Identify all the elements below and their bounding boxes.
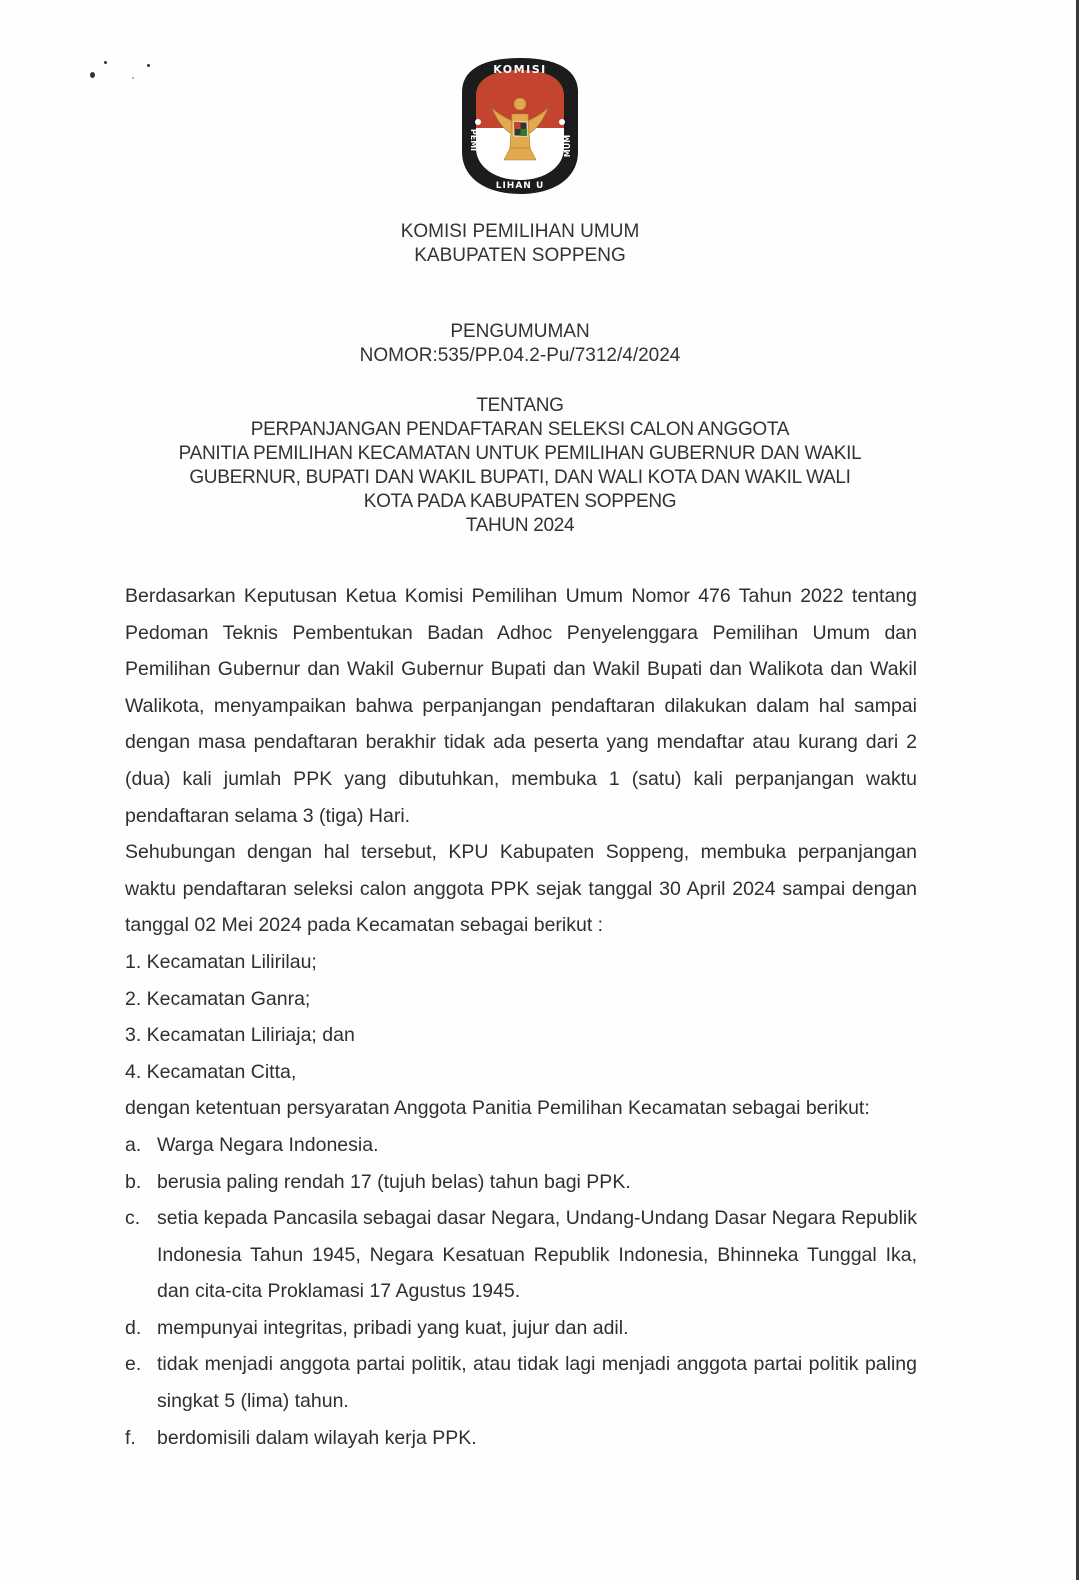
requirement-item	[125, 1420, 917, 1457]
requirement-text: berdomisili dalam wilayah kerja PPK.	[157, 1426, 477, 1449]
subject-line: PERPANJANGAN PENDAFTARAN SELEKSI CALON ANGGOTA	[250, 419, 790, 440]
district-item: 3. Kecamatan Liliriaja; dan	[125, 1024, 355, 1047]
document-body	[125, 578, 917, 1456]
svg-text:KOMISI: KOMISI	[493, 63, 547, 76]
district-item: 4. Kecamatan Citta,	[125, 1060, 297, 1083]
requirement-text: Warga Negara Indonesia.	[157, 1133, 379, 1156]
svg-text:LIHAN U: LIHAN U	[495, 181, 545, 191]
svg-text:MUM: MUM	[563, 134, 572, 158]
paragraph-extension: Sehubungan dengan hal tersebut, KPU Kabupaten Soppeng, membuka perpanjangan waktu pendaftaran seleksi calon anggota PPK sejak tanggal 30 April 2024 sampai dengan tanggal 02 Mei 2024 pada Kecamatan sebagai berikut :	[125, 841, 917, 937]
requirement-text: setia kepada Pancasila sebagai dasar Negara, Undang-Undang Dasar Negara Republik Indonesia Tahun 1945, Negara Kesatuan Republik Indonesia, Bhinneka Tunggal Ika, dan cita-cita Proklamasi 17 Agustus 1945.	[157, 1207, 917, 1303]
svg-text:PEMI: PEMI	[469, 128, 478, 152]
requirement-text: tidak menjadi anggota partai politik, atau tidak lagi menjadi anggota partai politik paling singkat 5 (lima) tahun.	[157, 1353, 917, 1413]
subject-header	[0, 394, 1040, 538]
requirement-marker: a.	[125, 1133, 142, 1156]
requirement-item	[125, 1127, 917, 1164]
subject-year: TAHUN 2024	[465, 515, 575, 536]
district-item: 1. Kecamatan Lilirilau;	[125, 950, 317, 973]
requirement-marker: f.	[125, 1426, 136, 1449]
requirement-text: berusia paling rendah 17 (tujuh belas) tahun bagi PPK.	[157, 1170, 631, 1193]
paragraph-requirements-intro: dengan ketentuan persyaratan Anggota Panitia Pemilihan Kecamatan sebagai berikut:	[125, 1097, 870, 1120]
org-name: KOMISI PEMILIHAN UMUM	[400, 221, 640, 242]
requirement-marker: b.	[125, 1170, 142, 1193]
requirement-text: mempunyai integritas, pribadi yang kuat, jujur dan adil.	[157, 1316, 629, 1339]
kpu-emblem-icon	[458, 56, 582, 196]
requirement-item	[125, 1346, 917, 1419]
requirement-item	[125, 1310, 917, 1347]
district-list	[125, 944, 917, 1090]
scan-specks	[84, 58, 164, 88]
requirement-item	[125, 1200, 917, 1310]
announcement-header	[0, 320, 1040, 368]
about-label: TENTANG	[476, 395, 564, 416]
announcement-number: NOMOR:535/PP.04.2-Pu/7312/4/2024	[359, 345, 681, 366]
announcement-title: PENGUMUMAN	[450, 321, 590, 342]
requirement-marker: e.	[125, 1353, 142, 1376]
org-region: KABUPATEN SOPPENG	[414, 245, 626, 266]
requirements-list	[125, 1127, 917, 1456]
district-item: 2. Kecamatan Ganra;	[125, 987, 311, 1010]
paragraph-basis: Berdasarkan Keputusan Ketua Komisi Pemilihan Umum Nomor 476 Tahun 2022 tentang Pedoman Teknis Pembentukan Badan Adhoc Penyelenggara Pemilihan Umum dan Pemilihan Gubernur dan Wakil Gubernur Bupati dan Wakil Bupati dan Walikota dan Wakil Walikota, menyampaikan bahwa perpanjangan pendaftaran dilakukan dalam hal sampai dengan masa pendaftaran berakhir tidak ada peserta yang mendaftar atau kurang dari 2 (dua) kali jumlah PPK yang dibutuhkan, membuka 1 (satu) kali perpanjangan waktu pendaftaran selama 3 (tiga) Hari.	[125, 585, 917, 827]
requirement-item	[125, 1164, 917, 1201]
subject-line: KOTA PADA KABUPATEN SOPPENG	[363, 491, 677, 512]
subject-line: PANITIA PEMILIHAN KECAMATAN UNTUK PEMILIHAN GUBERNUR DAN WAKIL	[178, 443, 862, 464]
requirement-marker: c.	[125, 1207, 141, 1230]
subject-line: GUBERNUR, BUPATI DAN WAKIL BUPATI, DAN WALI KOTA DAN WAKIL WALI	[189, 467, 851, 488]
organization-header	[0, 220, 1040, 268]
requirement-marker: d.	[125, 1316, 142, 1339]
